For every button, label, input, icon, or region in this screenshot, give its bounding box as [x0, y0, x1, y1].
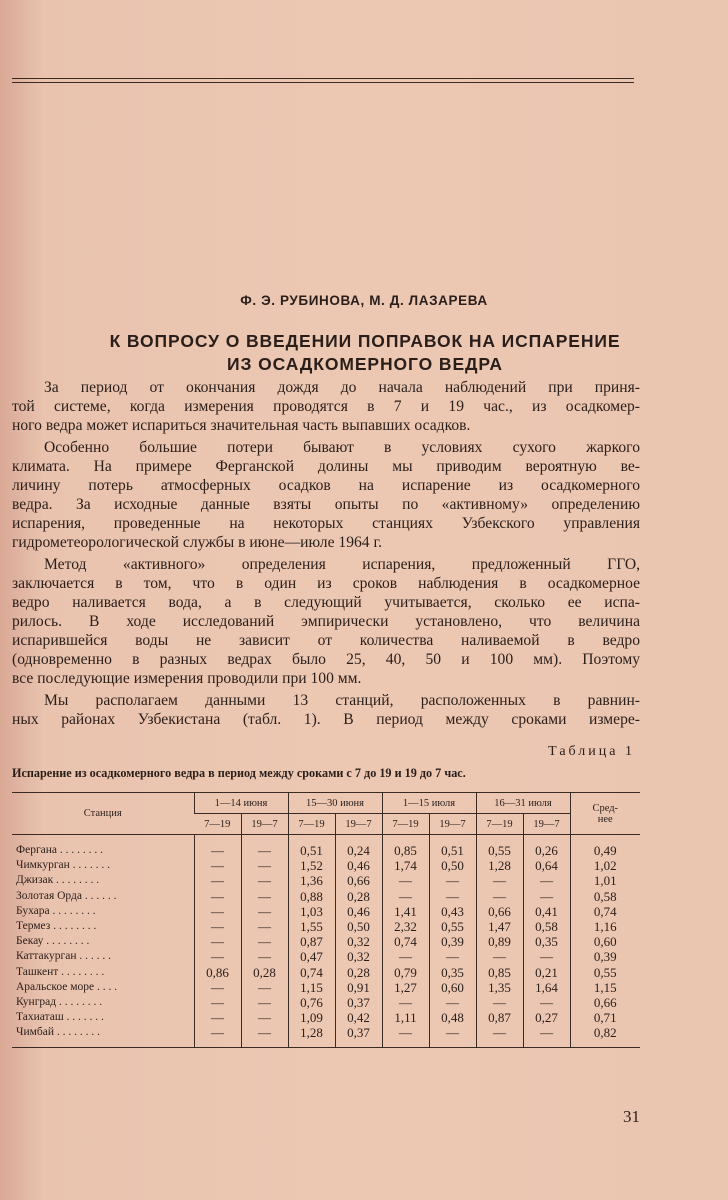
value-cell: 0,37 [335, 995, 382, 1010]
value-cell: 0,85 [382, 835, 429, 859]
value-cell: — [241, 1010, 288, 1025]
value-cell: — [241, 949, 288, 964]
value-cell: 0,48 [429, 1010, 476, 1025]
station-name: Каттакурган . . . . . . [16, 950, 112, 963]
table-row [12, 980, 640, 995]
value-cell: — [241, 858, 288, 873]
station-name: Бекау . . . . . . . . [16, 935, 90, 948]
value-cell: 0,43 [429, 904, 476, 919]
mean-header: Сред- нее [570, 793, 640, 835]
value-cell: 0,87 [288, 934, 335, 949]
value-cell: — [194, 1010, 241, 1025]
value-cell: — [241, 919, 288, 934]
text-line: (одновременно в разных ведрах было 25, 40, 50 и 100 мм). Поэтому [12, 651, 640, 668]
value-cell: — [382, 889, 429, 904]
text-line: личину потерь атмосферных осадков на испарение из осадкомерного [12, 477, 640, 494]
value-cell: — [429, 995, 476, 1010]
value-cell: 1,27 [382, 980, 429, 995]
sub-header: 19—7 [241, 814, 288, 835]
table-row [12, 995, 640, 1010]
value-cell: 0,50 [335, 919, 382, 934]
value-cell: 0,55 [476, 835, 523, 859]
mean-cell: 1,16 [570, 919, 640, 934]
table-row [12, 919, 640, 934]
sub-header: 7—19 [288, 814, 335, 835]
sub-header: 7—19 [194, 814, 241, 835]
sub-header: 7—19 [382, 814, 429, 835]
station-name: Аральское море . . . . [16, 980, 118, 993]
table-row [12, 873, 640, 888]
period-header: 15—30 июня [288, 793, 382, 814]
text-line: заключается в том, что в один из сроков наблюдения в осадкомерное [12, 575, 640, 592]
text-line: гидрометеорологической службы в июне—июле 1964 г. [12, 534, 383, 551]
value-cell: 0,66 [476, 904, 523, 919]
value-cell: 1,03 [288, 904, 335, 919]
station-name: Чимбай . . . . . . . . [12, 1025, 194, 1047]
value-cell: 0,35 [523, 934, 570, 949]
value-cell: — [194, 904, 241, 919]
station-name: Джизак . . . . . . . . [16, 874, 100, 887]
value-cell: 0,50 [429, 858, 476, 873]
value-cell: — [194, 934, 241, 949]
value-cell: 0,51 [429, 835, 476, 859]
table-row [12, 934, 640, 949]
station-name: Тахиаташ . . . . . . . [16, 1011, 104, 1024]
sub-header: 19—7 [523, 814, 570, 835]
value-cell: 0,21 [523, 965, 570, 980]
value-cell: 0,27 [523, 1010, 570, 1025]
value-cell: 0,46 [335, 904, 382, 919]
station-name: Фергана . . . . . . . . [16, 844, 104, 856]
table-row [12, 858, 640, 873]
value-cell: — [429, 949, 476, 964]
value-cell: — [476, 889, 523, 904]
value-cell: — [194, 835, 241, 859]
value-cell: 0,74 [382, 934, 429, 949]
value-cell: — [523, 1025, 570, 1047]
value-cell: — [523, 995, 570, 1010]
value-cell: — [194, 1025, 241, 1047]
text-line: испарившейся воды не зависит от количества наливаемой в ведро [12, 632, 640, 649]
table-row [12, 835, 640, 859]
table-row [12, 904, 640, 919]
value-cell: 0,35 [429, 965, 476, 980]
value-cell: — [194, 995, 241, 1010]
mean-cell: 1,01 [570, 873, 640, 888]
header-rule [12, 82, 634, 83]
value-cell: — [241, 995, 288, 1010]
text-line: климата. На примере Ферганской долины мы приводим вероятную ве- [12, 458, 640, 475]
station-name: Бухара . . . . . . . . [16, 904, 96, 917]
value-cell: 1,36 [288, 873, 335, 888]
value-cell: — [194, 873, 241, 888]
value-cell: 0,42 [335, 1010, 382, 1025]
text-line: Особенно большие потери бывают в условиях сухого жаркого [44, 439, 640, 456]
station-name: Золотая Орда . . . . . . [16, 889, 117, 902]
mean-cell: 0,55 [570, 965, 640, 980]
value-cell: 0,26 [523, 835, 570, 859]
value-cell: — [476, 949, 523, 964]
value-cell: 0,28 [335, 965, 382, 980]
value-cell: 1,15 [288, 980, 335, 995]
value-cell: — [429, 873, 476, 888]
page-number: 31 [623, 1107, 640, 1126]
text-line: ных районах Узбекистана (табл. 1). В период между сроками измере- [12, 711, 640, 728]
value-cell: 0,89 [476, 934, 523, 949]
value-cell: 0,47 [288, 949, 335, 964]
mean-cell: 0,58 [570, 889, 640, 904]
mean-cell: 0,74 [570, 904, 640, 919]
value-cell: 0,64 [523, 858, 570, 873]
value-cell: — [194, 949, 241, 964]
mean-cell: 0,49 [570, 835, 640, 859]
value-cell: — [194, 889, 241, 904]
value-cell: — [382, 1025, 429, 1047]
value-cell: 0,37 [335, 1025, 382, 1047]
table-body [12, 835, 640, 1048]
article-body [12, 378, 640, 732]
mean-cell: 0,71 [570, 1010, 640, 1025]
value-cell: — [194, 980, 241, 995]
value-cell: — [429, 889, 476, 904]
value-cell: — [194, 858, 241, 873]
value-cell: 1,35 [476, 980, 523, 995]
value-cell: — [241, 980, 288, 995]
value-cell: 0,32 [335, 934, 382, 949]
paragraph [12, 555, 640, 688]
value-cell: 0,28 [335, 889, 382, 904]
text-line: ведра. За исходные данные взяты опыты по «активному» определению [12, 496, 640, 513]
value-cell: — [523, 873, 570, 888]
value-cell: 0,74 [288, 965, 335, 980]
value-cell: — [476, 1025, 523, 1047]
value-cell: — [382, 995, 429, 1010]
value-cell: — [241, 934, 288, 949]
text-line: испарения, проведенные на некоторых станциях Узбекского управления [12, 515, 640, 532]
value-cell: — [382, 949, 429, 964]
article-title [20, 330, 710, 376]
value-cell: 1,52 [288, 858, 335, 873]
value-cell: — [241, 889, 288, 904]
paragraph [12, 438, 640, 552]
mean-cell: 0,60 [570, 934, 640, 949]
value-cell: 1,64 [523, 980, 570, 995]
value-cell: 1,41 [382, 904, 429, 919]
value-cell: 0,55 [429, 919, 476, 934]
station-name: Ташкент . . . . . . . . [16, 965, 105, 978]
table-number: Таблица 1 [548, 744, 635, 759]
value-cell: 0,32 [335, 949, 382, 964]
header-rule [12, 78, 634, 79]
value-cell: 0,88 [288, 889, 335, 904]
text-line: ного ведра может испариться значительная часть выпавших осадков. [12, 417, 471, 434]
table-row [12, 949, 640, 964]
value-cell: — [476, 873, 523, 888]
value-cell: — [523, 889, 570, 904]
value-cell: 0,87 [476, 1010, 523, 1025]
mean-cell: 0,66 [570, 995, 640, 1010]
value-cell: 1,55 [288, 919, 335, 934]
value-cell: 0,85 [476, 965, 523, 980]
text-line: Мы располагаем данными 13 станций, расположенных в равнин- [44, 692, 640, 709]
value-cell: — [241, 873, 288, 888]
text-line: все последующие измерения проводили при 100 мм. [12, 670, 362, 687]
table-row [12, 1010, 640, 1025]
value-cell: 1,47 [476, 919, 523, 934]
article-authors: Ф. Э. РУБИНОВА, М. Д. ЛАЗАРЕВА [240, 293, 488, 308]
value-cell: 0,24 [335, 835, 382, 859]
title-line: ИЗ ОСАДКОМЕРНОГО ВЕДРА [227, 354, 503, 374]
value-cell: 0,86 [194, 965, 241, 980]
sub-header: 19—7 [335, 814, 382, 835]
value-cell: — [241, 835, 288, 859]
station-name: Чимкурган . . . . . . . [16, 859, 111, 872]
title-line: К ВОПРОСУ О ВВЕДЕНИИ ПОПРАВОК НА ИСПАРЕНИЕ [109, 331, 621, 351]
text-line: той системе, когда измерения проводятся в 7 и 19 час., из осадкомер- [12, 398, 640, 415]
value-cell: 1,74 [382, 858, 429, 873]
value-cell: 0,46 [335, 858, 382, 873]
text-line: ведро наливается вода, а в следующий учитывается, сколько ее испа- [12, 594, 640, 611]
period-header: 1—14 июня [194, 793, 288, 814]
value-cell: 0,41 [523, 904, 570, 919]
period-header: 16—31 июля [476, 793, 570, 814]
station-name: Термез . . . . . . . . [16, 920, 97, 933]
value-cell: — [241, 904, 288, 919]
text-line: За период от окончания дождя до начала наблюдений при приня- [44, 379, 640, 396]
value-cell: 0,79 [382, 965, 429, 980]
value-cell: 0,28 [241, 965, 288, 980]
paragraph [12, 378, 640, 435]
table-caption: Испарение из осадкомерного ведра в период между сроками с 7 до 19 и 19 до 7 час. [12, 766, 466, 780]
sub-header: 19—7 [429, 814, 476, 835]
value-cell: 0,91 [335, 980, 382, 995]
table-row [12, 889, 640, 904]
text-line: рилось. В ходе исследований эмпирически установлено, что величина [12, 613, 640, 630]
value-cell: — [241, 1025, 288, 1047]
evaporation-table [12, 792, 640, 1048]
mean-cell: 0,82 [570, 1025, 640, 1047]
value-cell: 0,51 [288, 835, 335, 859]
value-cell: 0,58 [523, 919, 570, 934]
sub-header: 7—19 [476, 814, 523, 835]
mean-cell: 1,02 [570, 858, 640, 873]
value-cell: — [194, 919, 241, 934]
value-cell: 1,28 [476, 858, 523, 873]
value-cell: 0,60 [429, 980, 476, 995]
value-cell: 1,11 [382, 1010, 429, 1025]
table-row [12, 1025, 640, 1047]
text-line: Метод «активного» определения испарения, предложенный ГГО, [44, 556, 640, 573]
value-cell: — [382, 873, 429, 888]
mean-cell: 0,39 [570, 949, 640, 964]
table-row [12, 965, 640, 980]
value-cell: 1,09 [288, 1010, 335, 1025]
value-cell: — [429, 1025, 476, 1047]
value-cell: 0,76 [288, 995, 335, 1010]
station-header: Станция [12, 793, 194, 835]
period-header: 1—15 июля [382, 793, 476, 814]
station-name: Кунград . . . . . . . . [16, 996, 103, 1009]
value-cell: — [476, 995, 523, 1010]
value-cell: — [523, 949, 570, 964]
value-cell: 2,32 [382, 919, 429, 934]
value-cell: 0,66 [335, 873, 382, 888]
value-cell: 0,39 [429, 934, 476, 949]
value-cell: 1,28 [288, 1025, 335, 1047]
paragraph [12, 691, 640, 729]
mean-cell: 1,15 [570, 980, 640, 995]
